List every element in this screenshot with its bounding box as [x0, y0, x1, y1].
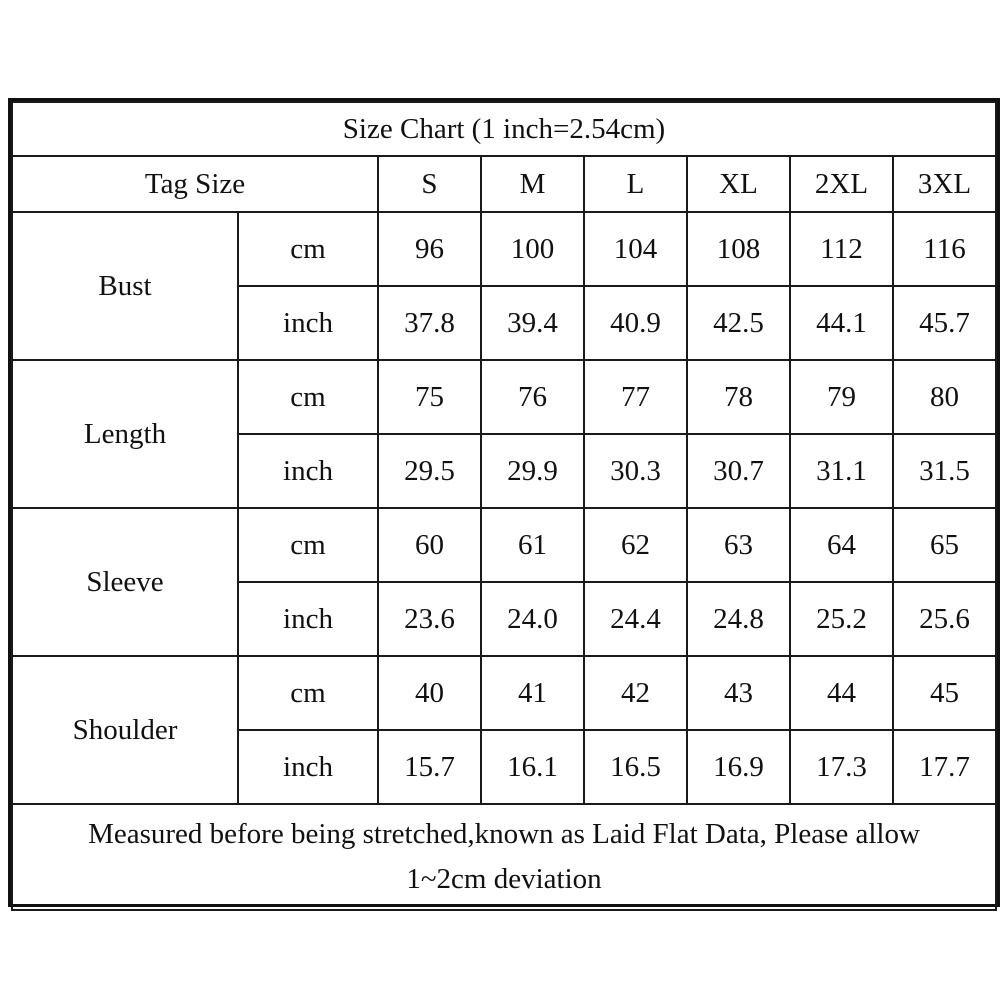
unit-label: cm [238, 508, 378, 582]
value-cell: 62 [584, 508, 687, 582]
value-cell: 31.5 [893, 434, 996, 508]
value-cell: 39.4 [481, 286, 584, 360]
header-row [12, 156, 996, 212]
value-cell: 40 [378, 656, 481, 730]
value-cell: 41 [481, 656, 584, 730]
note-row [12, 804, 996, 910]
value-cell: 17.7 [893, 730, 996, 804]
size-header: L [584, 156, 687, 212]
value-cell: 44 [790, 656, 893, 730]
unit-label: cm [238, 360, 378, 434]
value-cell: 63 [687, 508, 790, 582]
value-cell: 112 [790, 212, 893, 286]
value-cell: 116 [893, 212, 996, 286]
table-row [12, 360, 996, 434]
measure-label: Length [12, 360, 238, 508]
size-header: S [378, 156, 481, 212]
chart-title: Size Chart (1 inch=2.54cm) [12, 102, 996, 156]
note-line-2: 1~2cm deviation [406, 863, 602, 895]
value-cell: 42 [584, 656, 687, 730]
value-cell: 78 [687, 360, 790, 434]
value-cell: 65 [893, 508, 996, 582]
unit-label: inch [238, 434, 378, 508]
measure-label: Sleeve [12, 508, 238, 656]
value-cell: 42.5 [687, 286, 790, 360]
value-cell: 80 [893, 360, 996, 434]
value-cell: 77 [584, 360, 687, 434]
value-cell: 23.6 [378, 582, 481, 656]
value-cell: 31.1 [790, 434, 893, 508]
value-cell: 40.9 [584, 286, 687, 360]
value-cell: 43 [687, 656, 790, 730]
value-cell: 64 [790, 508, 893, 582]
value-cell: 16.5 [584, 730, 687, 804]
value-cell: 25.2 [790, 582, 893, 656]
unit-label: inch [238, 286, 378, 360]
value-cell: 44.1 [790, 286, 893, 360]
title-row [12, 102, 996, 156]
value-cell: 16.9 [687, 730, 790, 804]
table-row [12, 212, 996, 286]
measure-label: Shoulder [12, 656, 238, 804]
size-header: 3XL [893, 156, 996, 212]
value-cell: 29.9 [481, 434, 584, 508]
value-cell: 108 [687, 212, 790, 286]
value-cell: 24.8 [687, 582, 790, 656]
size-header: XL [687, 156, 790, 212]
value-cell: 45 [893, 656, 996, 730]
value-cell: 37.8 [378, 286, 481, 360]
unit-label: cm [238, 656, 378, 730]
value-cell: 17.3 [790, 730, 893, 804]
value-cell: 24.0 [481, 582, 584, 656]
value-cell: 24.4 [584, 582, 687, 656]
value-cell: 30.7 [687, 434, 790, 508]
value-cell: 60 [378, 508, 481, 582]
value-cell: 25.6 [893, 582, 996, 656]
value-cell: 30.3 [584, 434, 687, 508]
measurement-note [12, 804, 996, 910]
value-cell: 104 [584, 212, 687, 286]
value-cell: 61 [481, 508, 584, 582]
value-cell: 76 [481, 360, 584, 434]
table-row [12, 656, 996, 730]
note-line-1: Measured before being stretched,known as Laid Flat Data, Please allow [88, 818, 920, 851]
table-row [12, 508, 996, 582]
unit-label: cm [238, 212, 378, 286]
size-header: M [481, 156, 584, 212]
value-cell: 96 [378, 212, 481, 286]
value-cell: 16.1 [481, 730, 584, 804]
value-cell: 45.7 [893, 286, 996, 360]
value-cell: 75 [378, 360, 481, 434]
unit-label: inch [238, 582, 378, 656]
size-chart-table [11, 101, 997, 911]
value-cell: 15.7 [378, 730, 481, 804]
value-cell: 29.5 [378, 434, 481, 508]
size-chart [8, 98, 1000, 907]
measure-label: Bust [12, 212, 238, 360]
value-cell: 79 [790, 360, 893, 434]
tag-size-label: Tag Size [12, 156, 378, 212]
size-header: 2XL [790, 156, 893, 212]
unit-label: inch [238, 730, 378, 804]
value-cell: 100 [481, 212, 584, 286]
